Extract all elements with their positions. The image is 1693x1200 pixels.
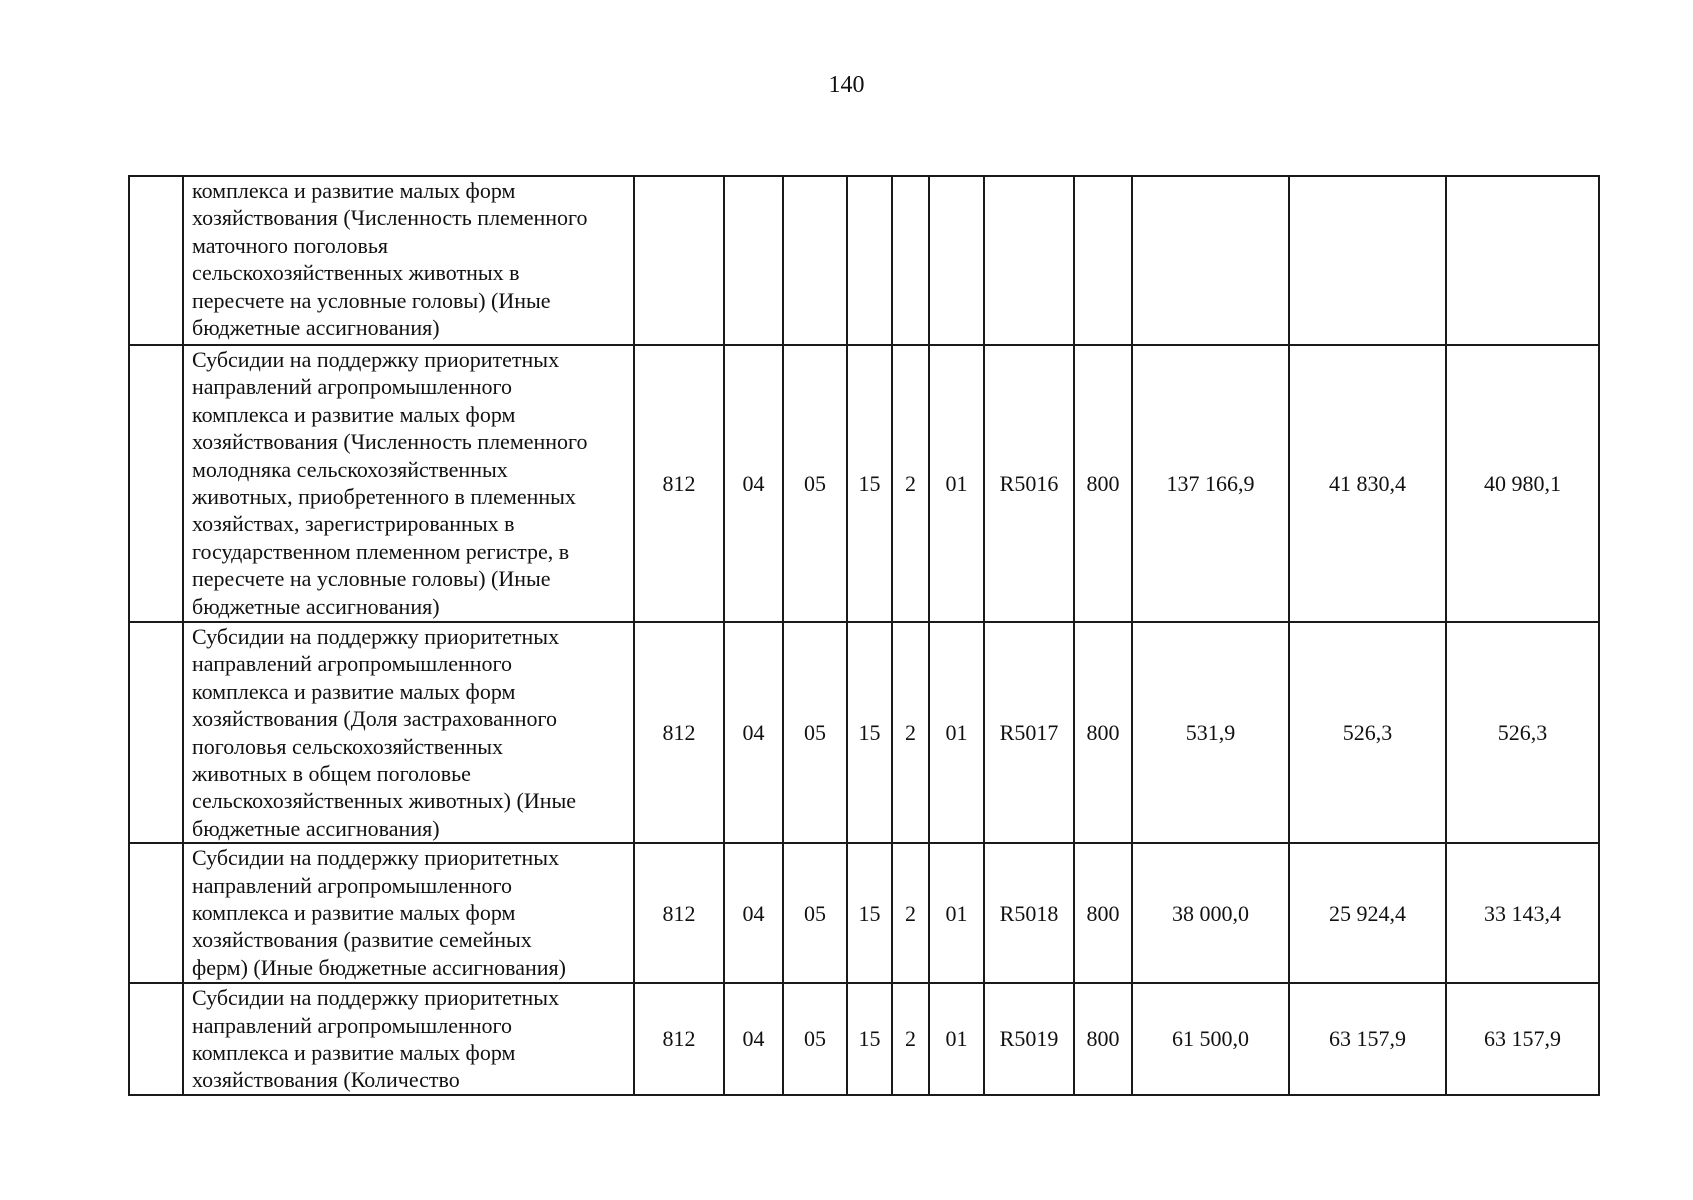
program-code-cell xyxy=(847,176,892,345)
amount-year-3-cell: 40 980,1 xyxy=(1446,345,1599,622)
program-code-cell: 15 xyxy=(847,983,892,1095)
description-cell xyxy=(183,176,634,345)
admin-code-cell xyxy=(634,176,724,345)
row-number-cell xyxy=(129,843,183,983)
description-cell xyxy=(183,983,634,1095)
amount-year-2-cell: 526,3 xyxy=(1289,622,1446,843)
amount-year-2-cell: 25 924,4 xyxy=(1289,843,1446,983)
direction-code-cell: R5017 xyxy=(984,622,1074,843)
amount-year-3-cell: 33 143,4 xyxy=(1446,843,1599,983)
description-text: Субсидии на поддержку приоритетных направлений агропромышленного комплекса и развитие малых форм хозяйствования (развитие семейных ферм) (Иные бюджетные ассигнования) xyxy=(192,845,566,980)
description-text: Субсидии на поддержку приоритетных направлений агропромышленного комплекса и развитие малых форм хозяйствования (Численность племенного молодняка сельскохозяйственных животных, приобретенного в племенных хозяйствах, зарегистрированных в государственном племенном регистре, в пересчете на условные головы) (Иные бюджетные ассигнования) xyxy=(192,347,588,619)
subprogram-code-cell: 2 xyxy=(892,983,929,1095)
direction-code-cell xyxy=(984,176,1074,345)
subprogram-code-cell xyxy=(892,176,929,345)
section-code-cell: 04 xyxy=(724,622,783,843)
expense-type-code-cell: 800 xyxy=(1074,983,1132,1095)
event-code-cell: 01 xyxy=(929,843,984,983)
description-text: Субсидии на поддержку приоритетных направлений агропромышленного комплекса и развитие малых форм хозяйствования (Количество xyxy=(192,985,560,1093)
amount-year-1-cell: 137 166,9 xyxy=(1132,345,1289,622)
description-text: Субсидии на поддержку приоритетных направлений агропромышленного комплекса и развитие малых форм хозяйствования (Доля застрахованного поголовья сельскохозяйственных животных в общем поголовье сельскохозяйственных животных) (Иные бюджетные ассигнования) xyxy=(192,624,577,841)
expense-type-code-cell: 800 xyxy=(1074,622,1132,843)
section-code-cell xyxy=(724,176,783,345)
subsection-code-cell: 05 xyxy=(783,983,847,1095)
admin-code-cell: 812 xyxy=(634,983,724,1095)
program-code-cell: 15 xyxy=(847,843,892,983)
table-row xyxy=(129,176,1599,345)
description-text: комплекса и развитие малых форм хозяйствования (Численность племенного маточного поголовья сельскохозяйственных животных в пересчете на условные головы) (Иные бюджетные ассигнования) xyxy=(192,178,588,341)
table-row xyxy=(129,622,1599,843)
table-row xyxy=(129,983,1599,1095)
amount-year-1-cell: 61 500,0 xyxy=(1132,983,1289,1095)
subprogram-code-cell: 2 xyxy=(892,843,929,983)
direction-code-cell: R5016 xyxy=(984,345,1074,622)
amount-year-1-cell: 531,9 xyxy=(1132,622,1289,843)
amount-year-2-cell: 41 830,4 xyxy=(1289,345,1446,622)
amount-year-1-cell: 38 000,0 xyxy=(1132,843,1289,983)
subsection-code-cell: 05 xyxy=(783,622,847,843)
direction-code-cell: R5019 xyxy=(984,983,1074,1095)
admin-code-cell: 812 xyxy=(634,843,724,983)
expense-type-code-cell xyxy=(1074,176,1132,345)
event-code-cell: 01 xyxy=(929,983,984,1095)
description-cell xyxy=(183,622,634,843)
direction-code-cell: R5018 xyxy=(984,843,1074,983)
event-code-cell: 01 xyxy=(929,622,984,843)
description-cell xyxy=(183,843,634,983)
subsection-code-cell: 05 xyxy=(783,345,847,622)
subprogram-code-cell: 2 xyxy=(892,622,929,843)
section-code-cell: 04 xyxy=(724,345,783,622)
program-code-cell: 15 xyxy=(847,345,892,622)
row-number-cell xyxy=(129,983,183,1095)
admin-code-cell: 812 xyxy=(634,345,724,622)
table-row xyxy=(129,843,1599,983)
budget-table xyxy=(128,175,1600,1096)
section-code-cell: 04 xyxy=(724,983,783,1095)
subsection-code-cell xyxy=(783,176,847,345)
amount-year-2-cell xyxy=(1289,176,1446,345)
amount-year-3-cell: 63 157,9 xyxy=(1446,983,1599,1095)
row-number-cell xyxy=(129,176,183,345)
subsection-code-cell: 05 xyxy=(783,843,847,983)
event-code-cell: 01 xyxy=(929,345,984,622)
amount-year-1-cell xyxy=(1132,176,1289,345)
program-code-cell: 15 xyxy=(847,622,892,843)
table-row xyxy=(129,345,1599,622)
event-code-cell xyxy=(929,176,984,345)
amount-year-3-cell xyxy=(1446,176,1599,345)
expense-type-code-cell: 800 xyxy=(1074,843,1132,983)
subprogram-code-cell: 2 xyxy=(892,345,929,622)
description-cell xyxy=(183,345,634,622)
section-code-cell: 04 xyxy=(724,843,783,983)
expense-type-code-cell: 800 xyxy=(1074,345,1132,622)
table-body xyxy=(129,176,1599,1095)
amount-year-2-cell: 63 157,9 xyxy=(1289,983,1446,1095)
row-number-cell xyxy=(129,345,183,622)
amount-year-3-cell: 526,3 xyxy=(1446,622,1599,843)
row-number-cell xyxy=(129,622,183,843)
admin-code-cell: 812 xyxy=(634,622,724,843)
page-number: 140 xyxy=(828,72,865,98)
